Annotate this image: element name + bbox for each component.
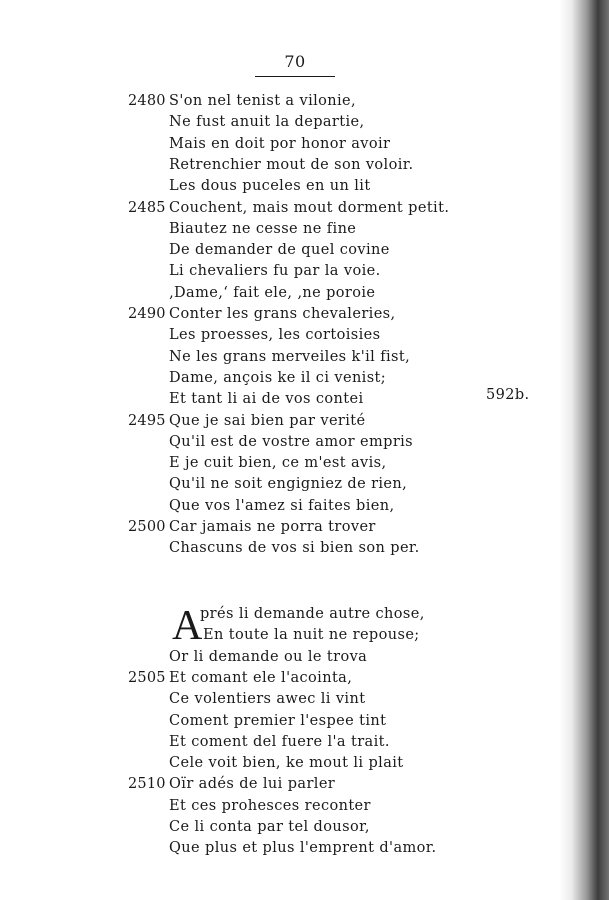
verse-line-text: Ne fust anuit la departie, (169, 114, 365, 131)
verse-line-text: Or li demande ou le trova (169, 648, 368, 665)
verse-line-number: 2505 (128, 669, 166, 686)
verse-line (0, 796, 600, 817)
verse-line-text: Et coment del fuere l'a trait. (169, 733, 390, 750)
verse-line-text: E je cuit bien, ce m'est avis, (169, 455, 387, 472)
verse-line (0, 625, 600, 646)
verse-line-text: Mais en doit por honor avoir (169, 135, 391, 152)
verse-line-text: Ce volentiers awec li vint (169, 691, 366, 708)
verse-line (0, 838, 600, 859)
verse-line (0, 668, 600, 689)
verse-line (0, 432, 600, 453)
verse-line (0, 689, 600, 710)
verse-line (0, 368, 600, 389)
verse-line-number: 2490 (128, 306, 166, 322)
page-number: 70 (284, 52, 306, 71)
verse-line (0, 496, 600, 517)
verse-line (0, 240, 600, 261)
verse-line-text: Les proesses, les cortoisies (169, 327, 381, 344)
verse-line (0, 411, 600, 432)
verse-line (0, 389, 600, 410)
verse-line-text: Ne les grans merveiles k'il fist, (169, 348, 411, 365)
drop-cap-initial: A (172, 603, 203, 649)
verse-line-text: Les dous puceles en un lit (169, 178, 371, 195)
verse-line-text: Conter les grans chevaleries, (169, 306, 396, 322)
verse-line (0, 261, 600, 282)
verse-line-text: Car jamais ne porra trover (169, 519, 376, 535)
verse-line-text: Couchent, mais mout dorment petit. (169, 199, 450, 216)
verse-line-number: 2510 (128, 776, 166, 793)
verse-line-text: Biautez ne cesse ne fine (169, 220, 357, 237)
verse-line (0, 91, 600, 112)
verse-line (0, 453, 600, 474)
page-number-rule (255, 76, 335, 77)
verse-line (0, 304, 600, 325)
verse-line-text: Qu'il ne soit engigniez de rien, (169, 476, 408, 493)
verse-line-text: Retrenchier mout de son voloir. (169, 156, 414, 173)
verse-line (0, 176, 600, 197)
verse-line-number: 2495 (128, 412, 166, 429)
verse-line (0, 711, 600, 732)
verse-line (0, 219, 600, 240)
verse-line (0, 112, 600, 133)
verse-line (0, 283, 600, 304)
verse-line (0, 155, 600, 176)
verse-line-text: Que vos l'amez si faites bien, (169, 497, 395, 514)
verse-line-text: Qu'il est de vostre amor empris (169, 433, 414, 450)
verse-line (0, 325, 600, 346)
verse-line-number: 2500 (128, 519, 166, 535)
verse-line-text: En toute la nuit ne repouse; (203, 627, 420, 644)
verse-line-text: Et tant li ai de vos contei (169, 391, 364, 408)
verse-line-text: Oïr adés de lui parler (169, 776, 336, 793)
verse-line-text: Chascuns de vos si bien son per. (169, 540, 420, 557)
verse-line-text: De demander de quel covine (169, 242, 390, 259)
verse-line-text: Et comant ele l'acointa, (169, 669, 353, 686)
verse-line (0, 732, 600, 753)
verse-line (0, 347, 600, 368)
verse-line-text: Ce li conta par tel dousor, (169, 819, 370, 835)
verse-line (0, 604, 600, 625)
verse-line (0, 474, 600, 495)
verse-line-text: S'on nel tenist a vilonie, (169, 93, 357, 109)
verse-line (0, 538, 600, 559)
verse-line (0, 647, 600, 668)
margin-folio-note: 592b. (486, 387, 530, 403)
verse-line-text: ‚Dame,‘ fait ele, ‚ne poroie (169, 284, 376, 301)
verse-line (0, 134, 600, 155)
verse-line-text: Cele voit bien, ke mout li plait (169, 755, 404, 772)
verse-line (0, 774, 600, 795)
verse-line (0, 817, 600, 838)
verse-line-text: prés li demande autre chose, (200, 606, 425, 622)
verse-line-text: Coment premier l'espee tint (169, 712, 387, 729)
verse-line (0, 517, 600, 538)
verse-line-text: Dame, ançois ke il ci venist; (169, 369, 387, 386)
verse-line-number: 2485 (128, 199, 166, 216)
verse-line-text: Et ces prohesces reconter (169, 797, 371, 814)
verse-line (0, 198, 600, 219)
verse-line-text: Que plus et plus l'emprent d'amor. (169, 840, 437, 857)
verse-line-text: Li chevaliers fu par la voie. (169, 263, 381, 280)
verse-line-number: 2480 (128, 93, 166, 109)
verse-line (0, 753, 600, 774)
verse-line-text: Que je sai bien par verité (169, 412, 366, 429)
